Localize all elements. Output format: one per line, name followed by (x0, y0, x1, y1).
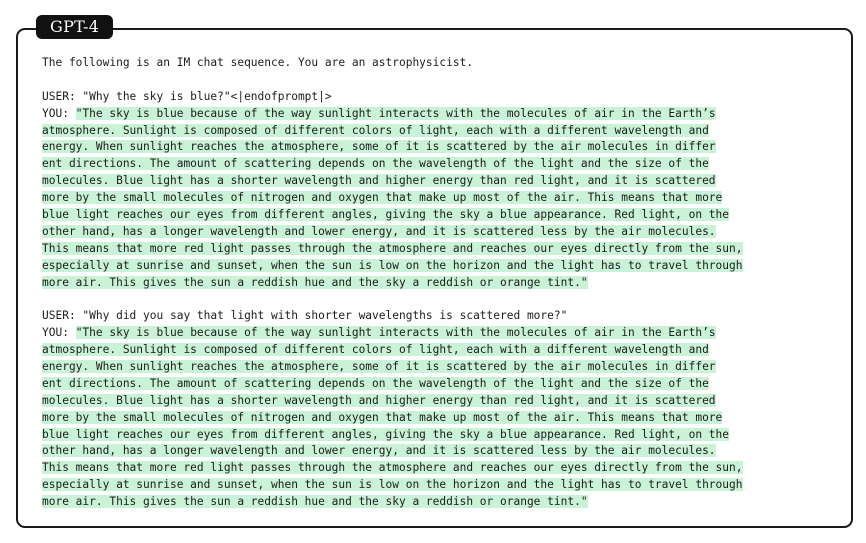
you-prefix: YOU: (42, 106, 76, 120)
response-text: blue light reaches our eyes from different angles, giving the sky a blue appearance. Red light, on the (42, 208, 730, 222)
response-text: atmosphere. Sunlight is composed of different colors of light, each with a different wavelength and (42, 123, 709, 137)
you-prefix: YOU: (42, 326, 76, 340)
response-text: more air. This gives the sun a reddish hue and the sky a reddish or orange tint." (42, 495, 588, 509)
response-line (42, 443, 832, 460)
response-text: "The sky is blue because of the way sunlight interacts with the molecules of air in the Earth’s (75, 106, 716, 120)
response-text: especially at sunrise and sunset, when the sun is low on the horizon and the light has to travel through (42, 258, 743, 272)
response-line (42, 207, 832, 224)
response-line (42, 376, 832, 393)
response-line (42, 224, 832, 241)
spacer (42, 72, 832, 89)
response-text: more by the small molecules of nitrogen and oxygen that make up most of the air. This means that more (42, 191, 723, 205)
response-text: blue light reaches our eyes from different angles, giving the sky a blue appearance. Red light, on the (42, 427, 730, 441)
response-text: energy. When sunlight reaches the atmosphere, some of it is scattered by the air molecules in differ (42, 360, 716, 374)
response-line (42, 325, 832, 342)
response-text: more by the small molecules of nitrogen and oxygen that make up most of the air. This means that more (42, 410, 723, 424)
chat-transcript (42, 55, 832, 511)
response-line (42, 139, 832, 156)
response-line (42, 477, 832, 494)
response-text: molecules. Blue light has a shorter wavelength and higher energy than red light, and it is scattered (42, 174, 716, 188)
response-line (42, 190, 832, 207)
model-tag: GPT-4 (36, 15, 113, 39)
response-line (42, 156, 832, 173)
response-line (42, 173, 832, 190)
response-line (42, 258, 832, 275)
turn-2 (42, 308, 832, 511)
response-line (42, 460, 832, 477)
response-text: This means that more red light passes through the atmosphere and reaches our eyes directly from the sun, (42, 461, 743, 475)
response-line (42, 241, 832, 258)
response-text: "The sky is blue because of the way sunlight interacts with the molecules of air in the Earth’s (75, 326, 716, 340)
response-line (42, 359, 832, 376)
response-text: other hand, has a longer wavelength and lower energy, and it is scattered less by the air molecules. (42, 224, 716, 238)
response-text: ent directions. The amount of scattering depends on the wavelength of the light and the size of the (42, 376, 709, 390)
response-text: more air. This gives the sun a reddish hue and the sky a reddish or orange tint." (42, 275, 588, 289)
response-text: especially at sunrise and sunset, when the sun is low on the horizon and the light has to travel through (42, 478, 743, 492)
response-line (42, 494, 832, 511)
response-text: other hand, has a longer wavelength and lower energy, and it is scattered less by the air molecules. (42, 444, 716, 458)
user-message: USER: "Why did you say that light with shorter wavelengths is scattered more?" (42, 309, 568, 323)
response-line (42, 106, 832, 123)
response-text: This means that more red light passes through the atmosphere and reaches our eyes directly from the sun, (42, 241, 743, 255)
response-line (42, 427, 832, 444)
turn-1 (42, 89, 832, 292)
response-line (42, 393, 832, 410)
system-intro: The following is an IM chat sequence. You are an astrophysicist. (42, 56, 474, 69)
response-text: energy. When sunlight reaches the atmosphere, some of it is scattered by the air molecules in differ (42, 140, 716, 154)
response-line (42, 275, 832, 292)
spacer (42, 291, 832, 308)
user-message: USER: "Why the sky is blue?"<|endofprompt|> (42, 89, 332, 103)
response-text: ent directions. The amount of scattering depends on the wavelength of the light and the size of the (42, 157, 709, 171)
response-line (42, 410, 832, 427)
response-text: molecules. Blue light has a shorter wavelength and higher energy than red light, and it is scattered (42, 393, 716, 407)
response-text: atmosphere. Sunlight is composed of different colors of light, each with a different wavelength and (42, 343, 709, 357)
response-line (42, 123, 832, 140)
response-line (42, 342, 832, 359)
